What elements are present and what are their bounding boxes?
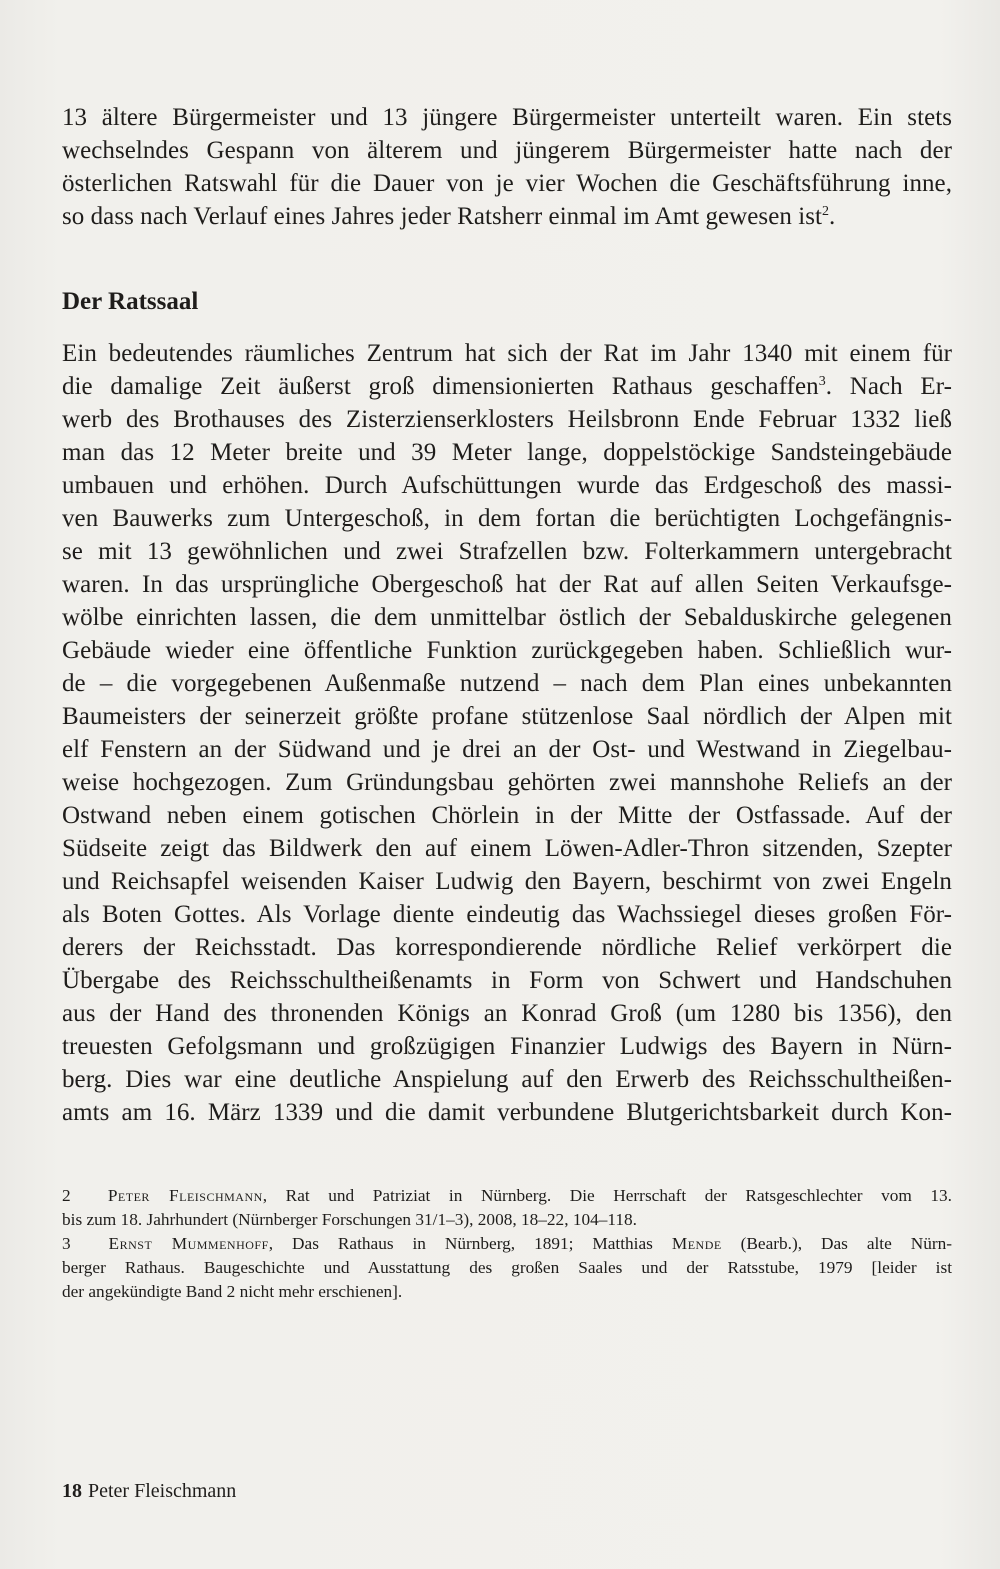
body-line: man das 12 Meter breite und 39 Meter lange, doppelstöckige Sandsteingebäude (62, 439, 952, 466)
footnote-3-cont: berger Rathaus. Baugeschichte und Ausstattung des großen Saales und der Ratsstube, 1979 [leider ist (62, 1258, 952, 1277)
footnote-author: Ernst Mummenhoff (108, 1234, 269, 1253)
section-heading: Der Ratssaal (62, 288, 199, 315)
footnote-3-cont: der angekündigte Band 2 nicht mehr erschienen]. (62, 1282, 403, 1301)
body-line: werb des Brothauses des Zisterzienserklosters Heilsbronn Ende Februar 1332 ließ (62, 406, 952, 433)
body-line: Ostwand neben einem gotischen Chörlein in der Mitte der Ostfassade. Auf der (62, 802, 952, 829)
body-line: de – die vorgegebenen Außenmaße nutzend – nach dem Plan eines unbekannten (62, 670, 952, 697)
intro-line-text: so dass nach Verlauf eines Jahres jeder Ratsherr einmal im Amt gewesen ist (62, 203, 822, 230)
intro-line: wechselndes Gespann von älterem und jüngerem Bürgermeister hatte nach der (62, 137, 952, 164)
body-line: aus der Hand des thronenden Königs an Konrad Groß (um 1280 bis 1356), den (62, 1000, 952, 1027)
footnote-3 (62, 1232, 952, 1256)
intro-line: österlichen Ratswahl für die Dauer von je vier Wochen die Geschäftsführung inne, (62, 170, 952, 197)
intro-line-end: . (829, 203, 836, 230)
footnote-text: , Das Rathaus in Nürnberg, 1891; Matthias (268, 1234, 672, 1253)
body-line-text: die damalige Zeit äußerst groß dimensionierten Rathaus geschaffen (62, 373, 819, 400)
footnote-2 (62, 1184, 952, 1208)
page-number: 18 (62, 1480, 82, 1502)
body-line: als Boten Gottes. Als Vorlage diente eindeutig das Wachssiegel dieses großen För- (62, 901, 952, 928)
footnote-number: 2 (62, 1186, 71, 1205)
body-line: umbauen und erhöhen. Durch Aufschüttungen wurde das Erdgeschoß des massi- (62, 472, 952, 499)
body-line: waren. In das ursprüngliche Obergeschoß hat der Rat auf allen Seiten Verkaufsge- (62, 571, 952, 598)
body-line: elf Fenstern an der Südwand und je drei an der Ost- und Westwand in Ziegelbau- (62, 736, 952, 763)
body-line: ven Bauwerks zum Untergeschoß, in dem fortan die berüchtigten Lochgefängnis- (62, 505, 952, 532)
footnote-number: 3 (62, 1234, 71, 1253)
footnote-author: Peter Fleischmann (107, 1186, 263, 1205)
body-line: berg. Dies war eine deutliche Anspielung auf den Erwerb des Reichsschultheißen- (62, 1066, 952, 1093)
footnote-2-cont: bis zum 18. Jahrhundert (Nürnberger Forschungen 31/1–3), 2008, 18–22, 104–118. (62, 1210, 637, 1229)
footnotes (62, 1184, 952, 1304)
body-line: treuesten Gefolgsmann und großzügigen Finanzier Ludwigs des Bayern in Nürn- (62, 1033, 952, 1060)
body-line: derers der Reichsstadt. Das korrespondierende nördliche Relief verkörpert die (62, 934, 952, 961)
page-footer (62, 1478, 236, 1504)
footnote-ref-2[interactable]: 2 (821, 204, 830, 219)
body-line: weise hochgezogen. Zum Gründungsbau gehörten zwei mannshohe Reliefs an der (62, 769, 952, 796)
intro-line-last (62, 200, 952, 233)
footnote-text: , Rat und Patriziat in Nürnberg. Die Herrschaft der Ratsgeschlechter vom 13. (262, 1186, 952, 1205)
body-paragraph (62, 337, 952, 1162)
body-line-text: . Nach Er- (825, 373, 952, 400)
body-line: Baumeisters der seinerzeit größte profane stützenlose Saal nördlich der Alpen mit (62, 703, 952, 730)
body-line: wölbe einrichten lassen, die dem unmittelbar östlich der Sebalduskirche gelegenen (62, 604, 952, 631)
body-line: und Reichsapfel weisenden Kaiser Ludwig den Bayern, beschirmt von zwei Engeln (62, 868, 952, 895)
body-line: amts am 16. März 1339 und die damit verbundene Blutgerichtsbarkeit durch Kon- (62, 1099, 952, 1126)
body-line: Gebäude wieder eine öffentliche Funktion zurückgegeben haben. Schließlich wur- (62, 637, 952, 664)
intro-paragraph (62, 101, 952, 233)
body-line: Ein bedeutendes räumliches Zentrum hat sich der Rat im Jahr 1340 mit einem für (62, 340, 952, 367)
footnote-text: (Bearb.), Das alte Nürn- (721, 1234, 952, 1253)
body-line (62, 370, 952, 403)
body-line (62, 1129, 952, 1162)
running-head: Peter Fleischmann (88, 1480, 237, 1502)
footnote-ref-3[interactable]: 3 (818, 374, 826, 389)
body-line: se mit 13 gewöhnlichen und zwei Strafzellen bzw. Folterkammern untergebracht (62, 538, 952, 565)
footnote-author: Mende (671, 1234, 722, 1253)
body-line: Südseite zeigt das Bildwerk den auf einem Löwen-Adler-Thron sitzenden, Szepter (62, 835, 952, 862)
intro-line: 13 ältere Bürgermeister und 13 jüngere Bürgermeister unterteilt waren. Ein stets (62, 104, 952, 131)
body-line: Übergabe des Reichsschultheißenamts in Form von Schwert und Handschuhen (62, 967, 952, 994)
